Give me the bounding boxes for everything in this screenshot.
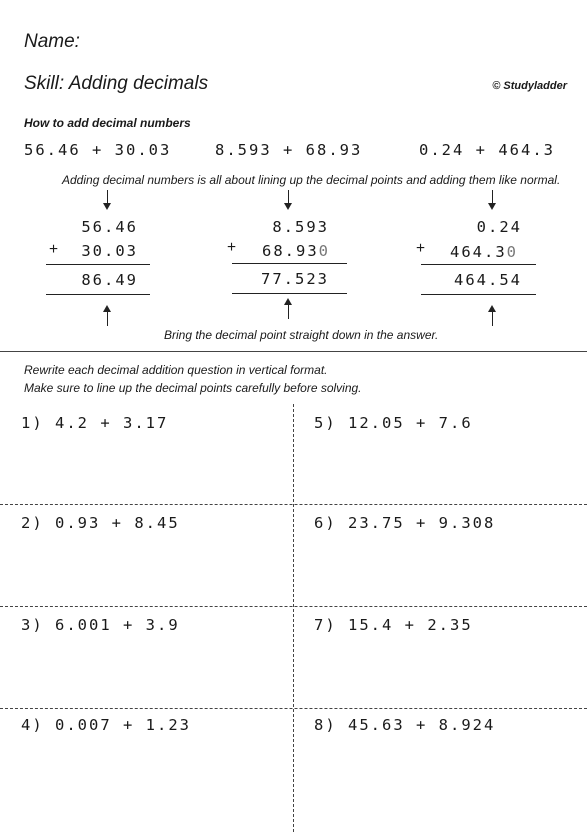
howto-top-note: Adding decimal numbers is all about lining up the decimal points and adding them like normal. <box>62 173 561 187</box>
question-5: 5) 12.05 + 7.6 <box>314 414 473 432</box>
question-2: 2) 0.93 + 8.45 <box>21 514 180 532</box>
sum-line <box>232 263 347 264</box>
worked-3-bottom: 464.3 <box>450 243 507 261</box>
instruction-line-2: Make sure to line up the decimal points carefully before solving. <box>24 381 362 395</box>
worked-3-answer: 464.54 <box>454 271 522 289</box>
up-arrow-icon <box>107 312 108 326</box>
worked-1-answer: 86.49 <box>81 271 138 289</box>
row-divider <box>0 504 587 505</box>
question-4: 4) 0.007 + 1.23 <box>21 716 191 734</box>
down-arrow-icon <box>488 203 496 210</box>
plus-sign: + <box>49 241 59 258</box>
worked-1-top: 56.46 <box>81 218 138 236</box>
padding-zero: 0 <box>506 243 519 261</box>
up-arrow-icon <box>103 305 111 312</box>
plus-sign: + <box>416 240 426 257</box>
skill-title: Skill: Adding decimals <box>24 73 209 94</box>
worked-1-bottom: 30.03 <box>81 242 138 260</box>
up-arrow-icon <box>284 298 292 305</box>
row-divider <box>0 606 587 607</box>
answer-line <box>46 294 150 295</box>
worked-3-bottom-row <box>450 243 518 261</box>
sum-line <box>46 264 150 265</box>
sum-line <box>421 264 536 265</box>
example-3: 0.24 + 464.3 <box>419 141 555 159</box>
padding-zero: 0 <box>318 242 331 260</box>
up-arrow-icon <box>288 305 289 319</box>
question-6: 6) 23.75 + 9.308 <box>314 514 496 532</box>
down-arrow-icon <box>288 190 289 203</box>
up-arrow-icon <box>492 312 493 326</box>
question-8: 8) 45.63 + 8.924 <box>314 716 496 734</box>
up-arrow-icon <box>488 305 496 312</box>
worked-2-bottom-row <box>262 242 330 260</box>
answer-line <box>421 294 536 295</box>
question-7: 7) 15.4 + 2.35 <box>314 616 473 634</box>
question-1: 1) 4.2 + 3.17 <box>21 414 169 432</box>
row-divider <box>0 708 587 709</box>
column-divider <box>293 404 294 832</box>
down-arrow-icon <box>103 203 111 210</box>
question-3: 3) 6.001 + 3.9 <box>21 616 180 634</box>
example-2: 8.593 + 68.93 <box>215 141 363 159</box>
plus-sign: + <box>227 239 237 256</box>
worked-3-top: 0.24 <box>476 218 522 236</box>
howto-title: How to add decimal numbers <box>24 116 191 130</box>
section-divider <box>0 351 587 352</box>
answer-line <box>232 293 347 294</box>
down-arrow-icon <box>284 203 292 210</box>
instruction-line-1: Rewrite each decimal addition question in vertical format. <box>24 363 328 377</box>
worked-2-answer: 77.523 <box>261 270 329 288</box>
worked-2-bottom: 68.93 <box>262 242 319 260</box>
example-1: 56.46 + 30.03 <box>24 141 172 159</box>
down-arrow-icon <box>492 190 493 203</box>
howto-bottom-note: Bring the decimal point straight down in the answer. <box>164 328 439 342</box>
brand-logo: © Studyladder <box>492 80 567 92</box>
down-arrow-icon <box>107 190 108 203</box>
name-label: Name: <box>24 31 80 52</box>
worked-2-top: 8.593 <box>272 218 329 236</box>
